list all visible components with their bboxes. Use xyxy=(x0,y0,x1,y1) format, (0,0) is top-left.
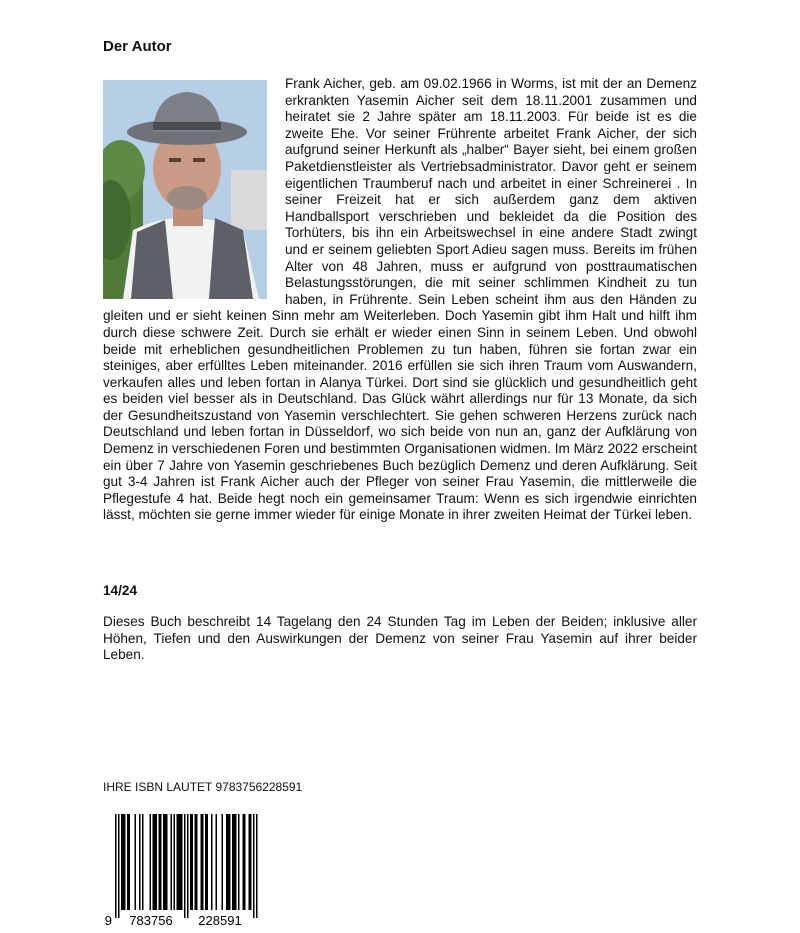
barcode-bar xyxy=(211,814,213,910)
barcode-bar xyxy=(153,814,155,910)
barcode-bar xyxy=(163,814,165,910)
barcode-bar xyxy=(154,814,156,910)
barcode-bar xyxy=(165,814,167,910)
book-title: 14/24 xyxy=(103,583,138,598)
barcode-bar xyxy=(195,814,197,910)
barcode-bar xyxy=(229,814,231,910)
barcode-bar xyxy=(150,814,152,910)
barcode-bar xyxy=(156,814,158,910)
barcode-bar xyxy=(159,814,161,910)
barcode-bar xyxy=(250,814,252,910)
barcode-bar xyxy=(216,814,218,910)
barcode-bar xyxy=(205,814,207,910)
barcode-digits: 9 xyxy=(105,913,112,926)
barcode-bar xyxy=(129,814,131,910)
barcode-bar xyxy=(181,814,183,910)
barcode-bar xyxy=(118,814,120,918)
barcode-bar xyxy=(190,814,192,910)
isbn-label: IHRE ISBN LAUTET 9783756228591 xyxy=(103,780,303,794)
barcode-bar xyxy=(249,814,251,910)
barcode-bar xyxy=(238,814,240,910)
barcode-bar xyxy=(174,814,176,910)
barcode-bar xyxy=(115,814,117,918)
barcode-bar xyxy=(177,814,179,910)
barcode-bar xyxy=(222,814,224,910)
barcode-bar xyxy=(123,814,125,910)
barcode-bar xyxy=(228,814,230,910)
barcode-bar xyxy=(139,814,141,910)
barcode-bar xyxy=(178,814,180,910)
section-heading: Der Autor xyxy=(103,38,172,55)
barcode-bar xyxy=(180,814,182,910)
barcode-bar xyxy=(184,814,186,918)
barcode-digits: 783756 xyxy=(129,913,173,926)
bio-text: Frank Aicher, geb. am 09.02.1966 in Worms, ist mit der an Demenz erkrankten Yasemin Aicher seit dem 18.11.2001 zusammen und heiratet sie 2 Jahre später am 18.11.2003. Für beide ist es die zweite Ehe. Vor seiner Frührente arbeitet Frank Aicher, der sich aufgrund seiner Herkunft als „halber“ Bayer sieht, bei einem großen Paketdienstleister als Vertriebsadministrator. Davor geht er seinem eigentlichen Traumberuf nach und arbeitet in einer Schreinerei . In seiner Freizeit hat er sich außerdem ganz dem aktiven Handballsport verschrieben und bekleidet da die Position des Torhüters, bis ihn ein Arbeitswechsel in eine andere Stadt zwingt und er seinem geliebten Sport Adieu sagen muss. Bereits im frühen Alter von 48 Jahren, muss er aufgrund von posttraumatischen Belastungsstörungen, die mit seiner schlimmen Kindheit zu tun haben, in Frührente. Sein Leben scheint ihm aus den Händen zu gleiten und er sieht keinen Sinn mehr am Weiterleben. Doch Yasemin gibt ihm Halt und hilft ihm durch diese schwere Zeit. Durch sie erhält er wieder einen Sinn in seinem Leben. Und obwohl beide mit erheblichen gesundheitlichen Problemen zu tun haben, führen sie fortan zwar ein steiniges, aber erfülltes Leben miteinander. 2016 erfüllen sie sich ihren Traum vom Auswandern, verkaufen alles und leben fortan in Alanya Türkei. Dort sind sie glücklich und gesundheitlich geht es beiden viel besser als in Deutschland. Das Glück währt allerdings nur für 13 Monate, da sich der Gesundheitszustand von Yasemin verschlechtert. Sie gehen schweren Herzens zurück nach Deutschland und leben fortan in Düsseldorf, wo sich beide von nun an, ganz der Aufklärung von Demenz in verschiedenen Foren und bestimmten Organisationen widmen. Im März 2022 erscheint ein über 7 Jahre von Yasemin geschriebenes Buch bezüglich Demenz und deren Aufklärung. Seit gut 3-4 Jahren ist Frank Aicher auch der Pfleger von seiner Frau Yasemin, die mittlerweile die Pflegestufe 4 hat. Beide hegt noch ein gemeinsamer Traum: Wenn es sich irgendwie einrichten lässt, möchten sie gerne immer wieder für einige Monate in ihrer zweiten Heimat der Türkei leben. xyxy=(103,76,697,523)
isbn-barcode xyxy=(105,814,265,926)
barcode-bar xyxy=(171,814,173,910)
barcode-bar xyxy=(253,814,255,918)
barcode-bar xyxy=(187,814,189,918)
book-summary: Dieses Buch beschreibt 14 Tagelang den 24 Stunden Tag im Leben der Beiden; inklusive aller Höhen, Tiefen und den Auswirkungen der Demenz von seiner Frau Yasemin auf ihrer beider Leben. xyxy=(103,614,697,663)
barcode-bar xyxy=(124,814,126,910)
barcode-bar xyxy=(256,814,258,918)
barcode-bar xyxy=(234,814,236,910)
barcode-bar xyxy=(235,814,237,910)
barcode-bar xyxy=(201,814,203,910)
barcode-bar xyxy=(232,814,234,910)
barcode-bar xyxy=(244,814,246,910)
barcode-bar xyxy=(196,814,198,910)
barcode-bar xyxy=(160,814,162,910)
barcode-bar xyxy=(121,814,123,910)
barcode-bar xyxy=(226,814,228,910)
barcode-digits: 228591 xyxy=(198,913,242,926)
barcode-bar xyxy=(142,814,144,910)
author-photo xyxy=(103,80,267,299)
barcode-bar xyxy=(135,814,137,910)
barcode-bar xyxy=(166,814,168,910)
author-bio xyxy=(103,76,697,524)
barcode-bar xyxy=(207,814,209,910)
barcode-bar xyxy=(127,814,129,910)
barcode-bar xyxy=(192,814,194,910)
barcode-bar xyxy=(202,814,204,910)
barcode-bar xyxy=(243,814,245,910)
